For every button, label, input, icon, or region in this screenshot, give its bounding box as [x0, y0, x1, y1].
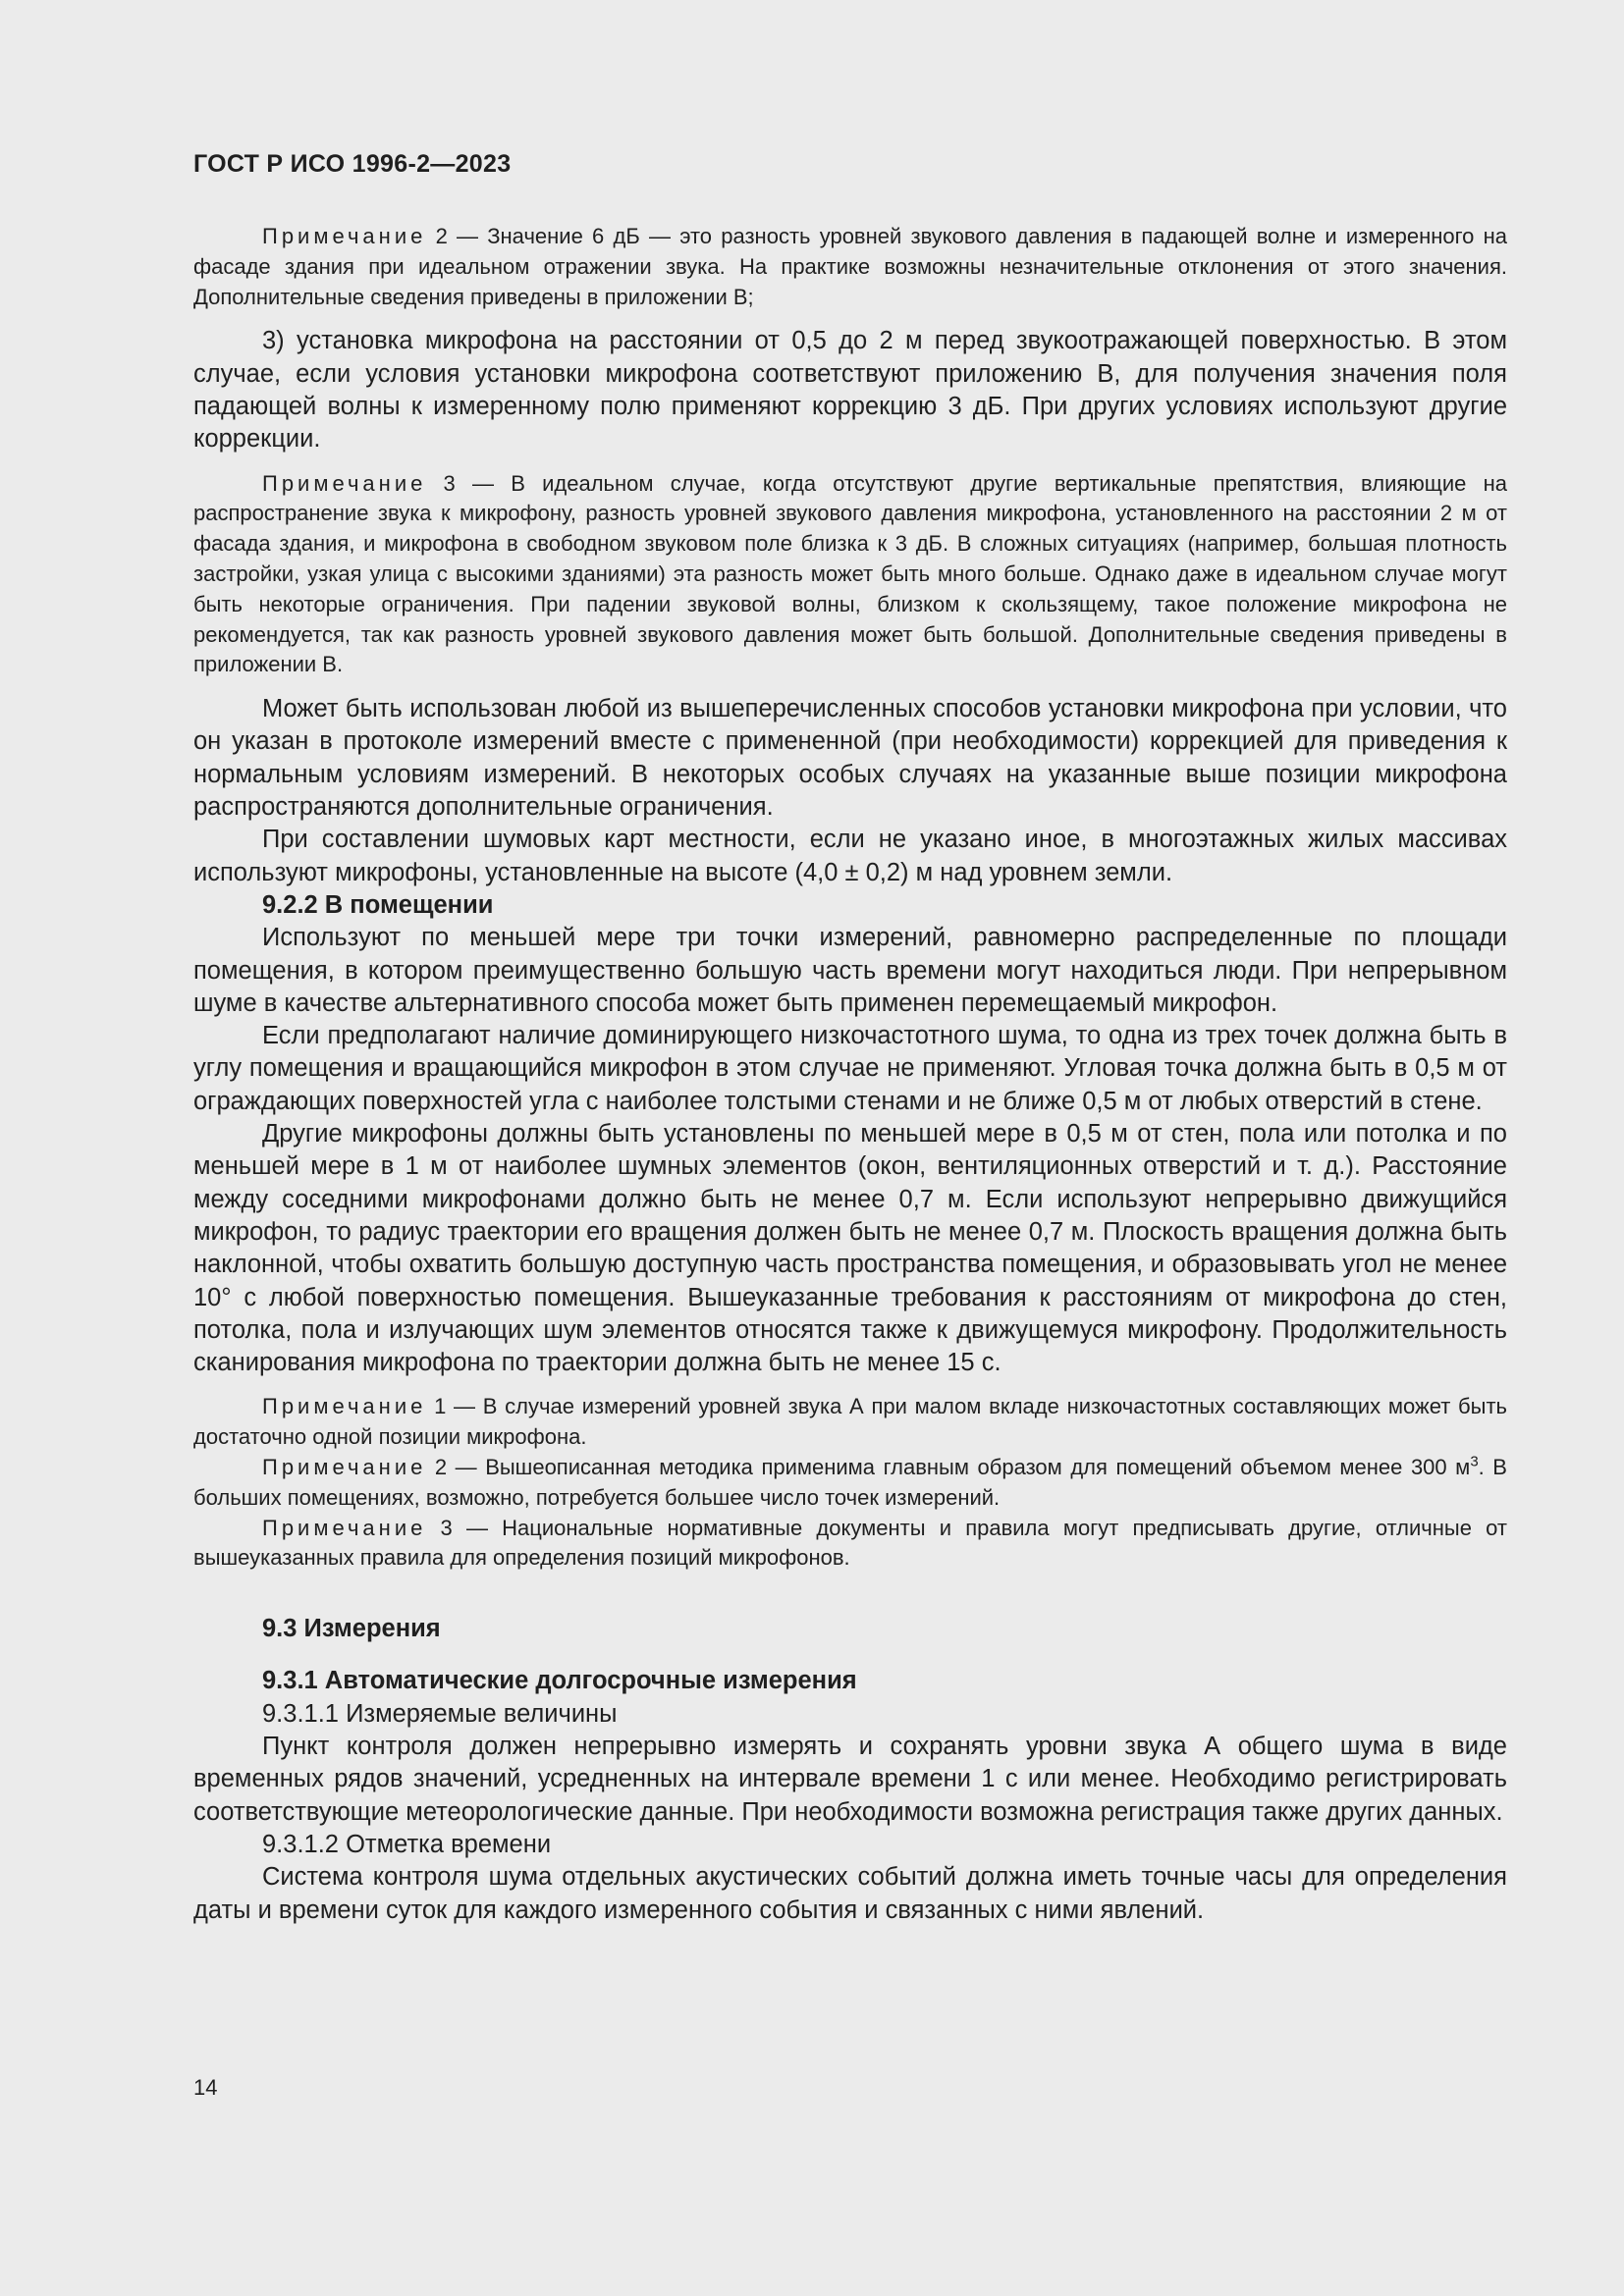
page-content: [193, 222, 1507, 1927]
note-label: Примечание: [262, 1515, 427, 1540]
note-label: Примечание: [262, 470, 427, 496]
note-text: 3 — Национальные нормативные документы и правила могут предписывать другие, отличные от вышеуказанных правила для определения позиций микрофонов.: [193, 1515, 1507, 1571]
standard-header: ГОСТ Р ИСО 1996-2—2023: [193, 150, 512, 178]
note-label: Примечание: [262, 1454, 427, 1479]
paragraph-noise-maps: При составлении шумовых карт местности, если не указано иное, в многоэтажных жилых массивах используют микрофоны, установленные на высоте (4,0 ± 0,2) м над уровнем земли.: [193, 826, 1507, 886]
paragraph-any-method: Может быть использован любой из вышеперечисленных способов установки микрофона при условии, что он указан в протоколе измерений вместе с примененной (при необходимости) коррекцией для приведения к нормальным условиям измерений. В некоторых особых случаях на указанные выше позиции микрофона распространяются дополнительные ограничения.: [193, 695, 1507, 822]
page-number: 14: [193, 2075, 218, 2100]
superscript: 3: [1470, 1453, 1479, 1470]
section-heading-9-3-1: 9.3.1 Автоматические долгосрочные измерения: [262, 1667, 857, 1695]
note-text: 2 — Вышеописанная методика применима главным образом для помещений объемом менее 300 м: [426, 1454, 1471, 1479]
note-text: 1 — В случае измерений уровней звука А при малом вкладе низкочастотных составляющих может быть достаточно одной позиции микрофона.: [193, 1394, 1507, 1450]
paragraph-9-3-1-1: Пункт контроля должен непрерывно измерять и сохранять уровни звука А общего шума в виде временных рядов значений, усредненных на интервале времени 1 с или менее. Необходимо регистрировать соответствующие метеорологические данные. При необходимости возможна регистрация также других данных.: [193, 1733, 1507, 1826]
section-heading-9-3-1-1: 9.3.1.1 Измеряемые величины: [262, 1699, 618, 1728]
section-heading-9-3-1-2: 9.3.1.2 Отметка времени: [262, 1830, 552, 1858]
paragraph-low-frequency: Если предполагают наличие доминирующего низкочастотного шума, то одна из трех точек должна быть в углу помещения и вращающийся микрофон в этом случае не применяют. Угловая точка должна быть в 0,5 м от ограждающих поверхностей угла с наиболее толстыми стенами и не ближе 0,5 м от любых отверстий в стене.: [193, 1022, 1507, 1115]
room-note-2: [193, 1453, 1507, 1514]
section-heading-9-2-2: 9.2.2 В помещении: [262, 890, 494, 919]
list-item-3: 3) установка микрофона на расстоянии от 0,5 до 2 м перед звукоотражающей поверхностью. В этом случае, если условия установки микрофона соответствуют приложению В, для получения значения поля падающей волны к измеренному полю применяют коррекцию 3 дБ. При других условиях используют другие коррекции.: [193, 327, 1507, 454]
note-text-end: . В больших помещениях, возможно, потребуется большее число точек измерений.: [193, 1454, 1507, 1510]
note-label: Примечание: [262, 224, 427, 248]
note-label: Примечание: [262, 1394, 427, 1419]
note-2: [193, 222, 1507, 312]
section-heading-9-3: 9.3 Измерения: [262, 1615, 441, 1643]
paragraph-three-points: Используют по меньшей мере три точки измерений, равномерно распределенные по площади помещения, в котором преимущественно большую часть времени могут находиться люди. При непрерывном шуме в качестве альтернативного способа может быть применен перемещаемый микрофон.: [193, 924, 1507, 1017]
note-text: 2 — Значение 6 дБ — это разность уровней звукового давления в падающей волне и измеренного на фасаде здания при идеальном отражении звука. На практике возможны незначительные отклонения от этого значения. Дополнительные сведения приведены в приложении В;: [193, 224, 1507, 309]
note-3: [193, 469, 1507, 681]
note-text: 3 — В идеальном случае, когда отсутствуют другие вертикальные препятствия, влияющие на распространение звука к микрофону, разность уровней звукового давления микрофона, установленного на расстоянии 2 м от фасада здания, и микрофона в свободном звуковом поле близка к 3 дБ. В сложных ситуациях (например, большая плотность застройки, узкая улица с высокими зданиями) эта разность может быть много больше. Однако даже в идеальном случае могут быть некоторые ограничения. При падении звуковой волны, близком к скользящему, такое положение микрофона не рекомендуется, так как разность уровней звукового давления может быть большой. Дополнительные сведения приведены в приложении В.: [193, 470, 1507, 677]
paragraph-9-3-1-2: Система контроля шума отдельных акустических событий должна иметь точные часы для определения даты и времени суток для каждого измеренного события и связанных с ними явлений.: [193, 1863, 1507, 1924]
room-note-1: [193, 1392, 1507, 1453]
room-note-3: [193, 1514, 1507, 1575]
paragraph-other-microphones: Другие микрофоны должны быть установлены по меньшей мере в 0,5 м от стен, пола или потолка и по меньшей мере в 1 м от наиболее шумных элементов (окон, вентиляционных отверстий и т. д.). Расстояние между соседними микрофонами должно быть не менее 0,7 м. Если используют непрерывно движущийся микрофон, то радиус траектории его вращения должен быть не менее 0,7 м. Плоскость вращения должна быть наклонной, чтобы охватить большую доступную часть пространства помещения, и образовывать угол не менее 10° с любой поверхностью помещения. Вышеуказанные требования к расстояниям от микрофона до стен, потолка, пола и излучающих шум элементов относятся также к движущемуся микрофону. Продолжительность сканирования микрофона по траектории должна быть не менее 15 с.: [193, 1120, 1507, 1377]
